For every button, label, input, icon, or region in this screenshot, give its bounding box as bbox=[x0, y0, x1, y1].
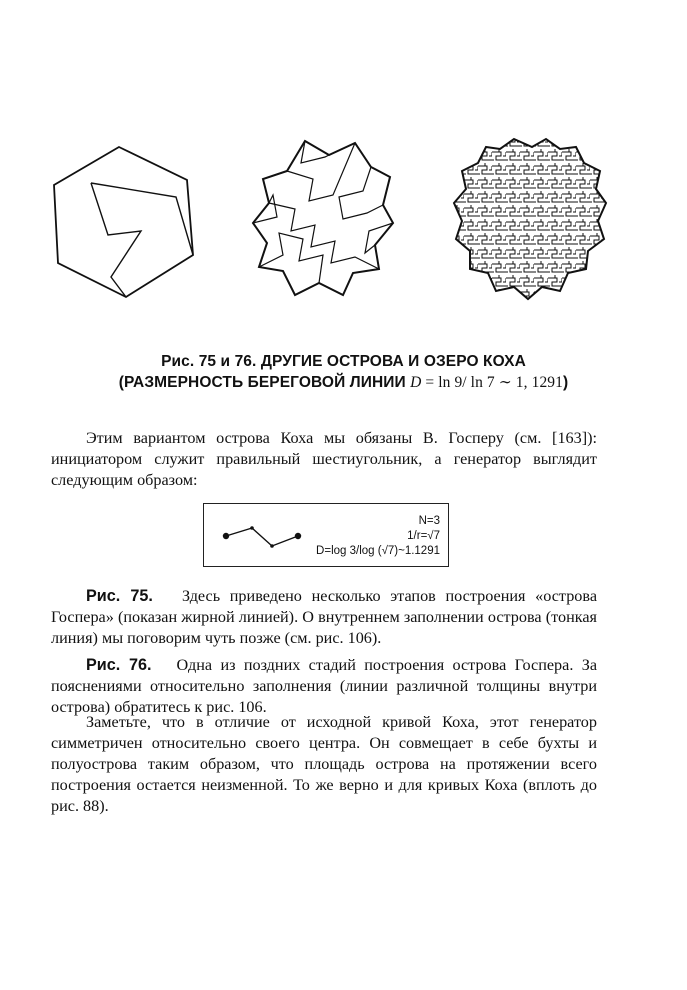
generator-info bbox=[316, 514, 440, 559]
gosper-island-stage-1 bbox=[46, 135, 206, 305]
closing-paragraph: Заметьте, что в отличие от исходной кривой Коха, этот генератор симметричен относительно своего центра. Он совмещает в себе бухты и полуострова таким образом, что площадь острова на протяжении всего построения остается неизменной. То же верно и для кривых Коха (вплоть до рис. 88). bbox=[51, 713, 597, 815]
gosper-island-stage-2 bbox=[243, 135, 403, 305]
caption-75-label: Рис. 75. bbox=[86, 587, 153, 605]
dimension-variable: D bbox=[410, 374, 422, 391]
figure-row bbox=[40, 135, 640, 315]
intro-paragraph: Этим вариантом острова Коха мы обязаны В. Госперу (см. [163]): инициатором служит правильный шестиугольник, а генератор выглядит следующим образом: bbox=[51, 429, 597, 489]
figure-title-line2 bbox=[40, 372, 647, 393]
generator-n: N=3 bbox=[418, 515, 440, 527]
caption-75 bbox=[51, 586, 597, 649]
figure-title bbox=[40, 351, 647, 393]
generator-diagram bbox=[214, 512, 314, 552]
generator-dimension: D=log 3/log (√7)~1.1291 bbox=[316, 545, 440, 557]
dimension-value: = ln 9/ ln 7 ∼ 1, 1291 bbox=[421, 374, 563, 391]
caption-75-text: Здесь приведено несколько этапов построения «острова Госпера» (показан жирной линией). О внутреннем заполнении острова (тонкая линия) мы поговорим чуть позже (см. рис. 106). bbox=[51, 587, 598, 647]
gosper-island-late-stage bbox=[450, 135, 610, 305]
caption-76-label: Рис. 76. bbox=[86, 656, 152, 674]
generator-box bbox=[203, 503, 449, 567]
dimension-formula bbox=[410, 374, 563, 391]
generator-ratio: 1/r=√7 bbox=[407, 530, 440, 542]
figure-title-line1: Рис. 75 и 76. ДРУГИЕ ОСТРОВА И ОЗЕРО КОХА bbox=[161, 353, 526, 370]
caption-76 bbox=[51, 655, 597, 718]
figure-title-line2-close: ) bbox=[563, 374, 569, 391]
caption-76-text: Одна из поздних стадий построения острова Госпера. За пояснениями относительно заполнения (линии различной толщины внутри острова) обратитесь к рис. 106. bbox=[51, 656, 598, 716]
figure-title-line2-text: (РАЗМЕРНОСТЬ БЕРЕГОВОЙ ЛИНИИ bbox=[118, 374, 411, 391]
